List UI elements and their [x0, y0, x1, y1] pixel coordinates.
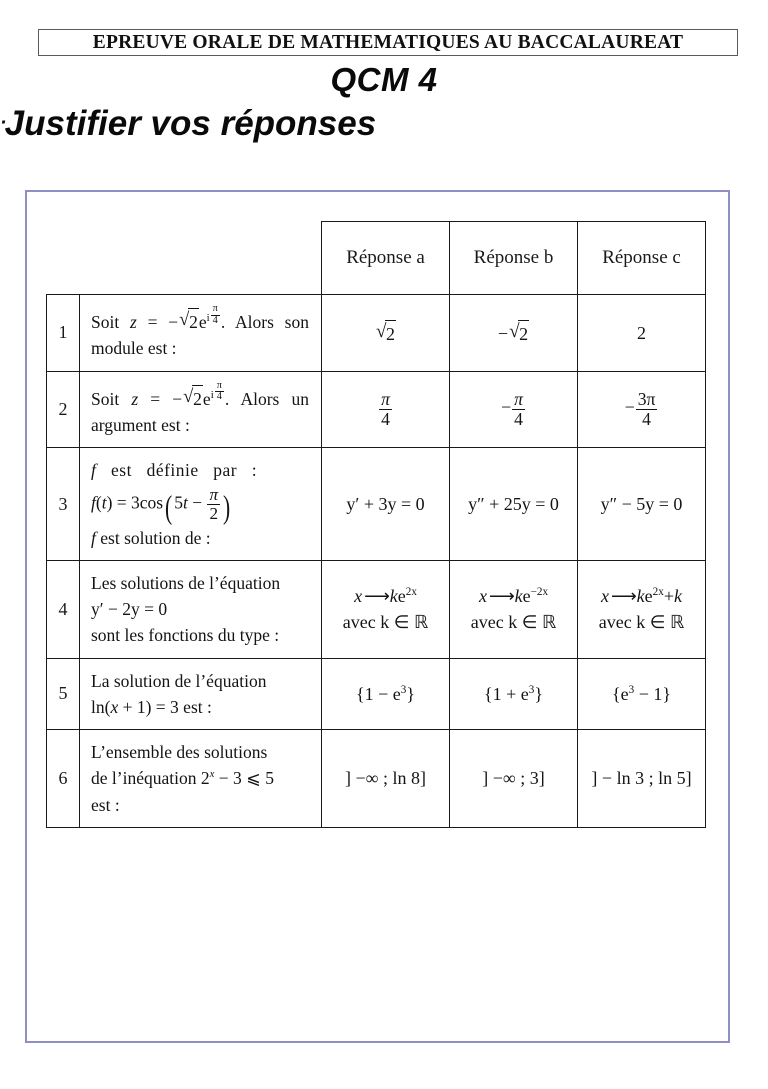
- a5c-expr: $\{e^3 - 1\}$: [611, 683, 671, 704]
- q5-line1: La solution de l’équation: [91, 670, 267, 691]
- q6-exponent: x: [209, 768, 215, 781]
- q3-inner-minus: −: [187, 492, 207, 513]
- q3-inner-t: t: [182, 492, 188, 513]
- table-row: [47, 371, 706, 448]
- row-number: 4: [47, 560, 80, 658]
- q6-line1: L’ensemble des solutions: [91, 742, 268, 762]
- q2-exp-num: π: [216, 379, 222, 391]
- a4b-exponent: −2x: [530, 586, 549, 599]
- q5-line2: [91, 694, 309, 720]
- a2c-fraction: [636, 390, 658, 428]
- answer-a-cell: [322, 295, 450, 372]
- a4b-expr: x ⟶ $ke^{-2x}$: [478, 586, 549, 607]
- question-text: f est définie par : f(t) = 3cos( 5t − $\frac{\pi}{2}$ ) f est solution de :: [80, 448, 322, 561]
- a1b-sqrt-icon: [509, 319, 529, 347]
- q3-line3: est solution de :: [95, 527, 211, 548]
- question-text: [80, 658, 322, 730]
- q3-inner-fraction: [207, 486, 220, 523]
- q5-ln-open: ln(: [91, 696, 111, 717]
- question-text: [80, 730, 322, 828]
- q2-suffix: . Alors un argument est :: [91, 388, 309, 435]
- a4a-note: avec k ∈ ℝ: [342, 612, 429, 633]
- q6-line3: est :: [91, 794, 120, 815]
- answer-a-cell: [322, 658, 450, 730]
- q1-equals: = −: [136, 312, 179, 333]
- header-answer-b: Réponse b: [450, 222, 578, 295]
- exam-banner-title: EPREUVE ORALE DE MATHEMATIQUES AU BACCALAUREAT: [92, 31, 684, 53]
- q1-variable: z: [129, 312, 137, 333]
- q3-inner-den: 2: [207, 504, 220, 523]
- a1b-sign: −: [497, 323, 509, 344]
- q5-var: x: [110, 696, 119, 717]
- a4c-note: avec k ∈ ℝ: [598, 612, 685, 633]
- header-blank-question: [80, 222, 322, 295]
- a2b-num: π: [514, 389, 523, 410]
- table-row: [47, 560, 706, 658]
- q2-prefix: Soit: [91, 388, 132, 409]
- answer-b-cell: ] −∞ ; 3]: [450, 730, 578, 828]
- q2-variable: z: [131, 388, 139, 409]
- row-number: 6: [47, 730, 80, 828]
- q3-inner-coef: 5: [174, 492, 183, 513]
- a1b-radicand: 2: [518, 320, 529, 347]
- a4a-exponent: 2x: [405, 586, 417, 599]
- question-text: [80, 560, 322, 658]
- answer-b-cell: [450, 658, 578, 730]
- q3-f1: f: [91, 460, 97, 481]
- q3-inner-num: π: [209, 484, 219, 504]
- answer-c-cell: ] − ln 3 ; ln 5]: [578, 730, 706, 828]
- q3-def: ) = 3cos: [106, 492, 164, 513]
- a2c-den: 4: [636, 409, 658, 429]
- a5b-expr: $\{1 + e^3\}$: [484, 683, 543, 704]
- row-number: 5: [47, 658, 80, 730]
- a5a-expr: $\{1 - e^3\}$: [356, 683, 415, 704]
- answer-b-cell: [450, 295, 578, 372]
- header-answer-a: Réponse a: [322, 222, 450, 295]
- q2-exp-i: i: [210, 388, 214, 401]
- answer-a-cell: y′ + 3y = 0: [322, 448, 450, 561]
- answer-c-cell: [578, 658, 706, 730]
- a4b-note: avec k ∈ ℝ: [470, 612, 557, 633]
- q4-line2: y′ − 2y = 0: [91, 599, 168, 619]
- a1a-sqrt-icon: [376, 319, 396, 347]
- a4c-expr: x ⟶ $ke^{2x}+k$: [601, 586, 682, 607]
- page-title: QCM 4: [330, 61, 438, 98]
- table-row: [47, 730, 706, 828]
- answer-a-cell: [322, 371, 450, 448]
- q2-exp-base: e: [202, 388, 211, 409]
- q2-equals: = −: [138, 388, 183, 409]
- a2b-sign: −: [501, 397, 512, 418]
- q6-ineq-pre: de l’inéquation 2: [91, 768, 210, 789]
- answer-c-cell: y″ − 5y = 0: [578, 448, 706, 561]
- q3-line1-rest: est définie par :: [96, 460, 258, 481]
- answer-b-cell: y″ + 25y = 0: [450, 448, 578, 561]
- q1-exp-base: e: [198, 312, 207, 333]
- a2a-fraction: [379, 390, 392, 428]
- q2-sqrt-icon: [183, 384, 203, 412]
- a2b-den: 4: [512, 409, 525, 429]
- q1-radicand: 2: [188, 308, 199, 335]
- answer-c-cell: [578, 371, 706, 448]
- exam-banner: [38, 29, 738, 56]
- bullet-icon: ·: [0, 112, 7, 134]
- q2-radicand: 2: [192, 385, 203, 412]
- table-row: [47, 295, 706, 372]
- a4c-exponent: 2x: [652, 586, 664, 599]
- table-header-row: [47, 222, 706, 295]
- q3-t: t: [101, 492, 107, 513]
- question-text: [80, 295, 322, 372]
- a2c-num: 3π: [637, 389, 656, 410]
- row-number: 1: [47, 295, 80, 372]
- q5-ln-rest: + 1) = 3 est :: [118, 696, 212, 717]
- q1-prefix: Soit: [91, 312, 130, 333]
- instruction-line: [0, 104, 600, 144]
- q1-suffix: . Alors son module est :: [91, 312, 309, 359]
- a2b-fraction: [512, 390, 525, 428]
- question-text: [80, 371, 322, 448]
- q3-f3: f: [91, 527, 96, 548]
- answer-c-cell: [578, 560, 706, 658]
- q1-exp-num: π: [212, 303, 218, 314]
- q6-ineq-post: − 3 ⩽ 5: [214, 768, 274, 789]
- row-number: 2: [47, 371, 80, 448]
- answer-c-cell: 2: [578, 295, 706, 372]
- q1-sqrt-icon: [179, 307, 199, 335]
- header-answer-c: Réponse c: [578, 222, 706, 295]
- q6-line2: [91, 765, 309, 791]
- answer-b-cell: [450, 560, 578, 658]
- answer-b-cell: [450, 371, 578, 448]
- a2a-num: π: [381, 389, 390, 410]
- table-row: [47, 658, 706, 730]
- answer-a-cell: [322, 560, 450, 658]
- qcm-table: [46, 221, 706, 828]
- q3-paren-open: (: [95, 492, 102, 513]
- header-blank-number: [47, 222, 80, 295]
- row-number: 3: [47, 448, 80, 561]
- q3-f2: f: [91, 492, 96, 513]
- a1a-radicand: 2: [385, 320, 396, 347]
- q4-line3: sont les fonctions du type :: [91, 625, 280, 646]
- a2c-sign: −: [624, 397, 635, 418]
- q1-exp-i: i: [206, 312, 210, 325]
- q1-exp-den: 4: [211, 315, 220, 327]
- q4-line1: Les solutions de l’équation: [91, 572, 281, 593]
- table-row: [47, 448, 706, 561]
- instruction-text: Justifier vos réponses: [4, 104, 377, 143]
- a4a-expr: x ⟶ $ke^{2x}$: [354, 586, 417, 607]
- answer-a-cell: ] −∞ ; ln 8]: [322, 730, 450, 828]
- a2a-den: 4: [379, 409, 392, 429]
- q2-exp-den: 4: [215, 391, 224, 403]
